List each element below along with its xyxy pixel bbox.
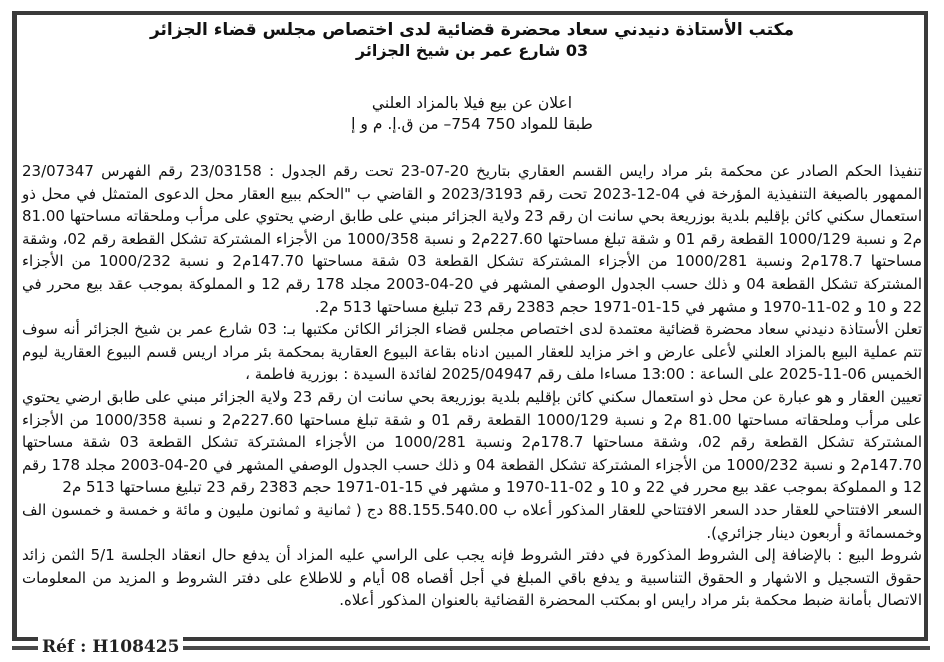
announcement-title: اعلان عن بيع فيلا بالمزاد العلني	[371, 94, 573, 112]
paragraph-opening-price: السعر الافتتاحي للعقار حدد السعر الافتتاحي للعقار المذكور أعلاه ب 88.155.540.00 دج ( ثمانية و ثمانون مليون و مائة و خمسة و خمسون الف وخمسمائة و أربعون دينار جزائري).	[22, 500, 922, 542]
paragraph-sale-conditions: شروط البيع : بالإضافة إلى الشروط المذكورة في دفتر الشروط فإنه يجب على الراسي عليه المزاد أن يدفع حال انعقاد الجلسة 5/1 الثمن زائد حقوق التسجيل و الاشهار و الحقوق التناسبية و يدفع باقي المبلغ في أجل أقصاه 08 أيام و للاطلاع على دفتر الشروط و المزيد من المعلومات الاتصال بأمانة ضبط محكمة بئر مراد رايس او بمكتب المحضرة القضائية بالعنوان المذكور أعلاه.	[22, 546, 922, 610]
reference-number: Réf : H108425	[38, 636, 183, 658]
paragraph-judgment: تنفيذا الحكم الصادر عن محكمة بئر مراد رايس القسم العقاري بتاريخ 20-07-23 تحت رقم الجدول : 23/03158 رقم الفهرس 23/07347 الممهور بالصيغة التنفيذية المؤرخة في 04-12-2023 تحت رقم 2023/3193 و القاضي ب "الحكم ببيع العقار محل الدعوى المتمثل في محل ذو استعمال سكني كائن بإقليم بلدية بوزريعة بحي سانت ان رقم 23 ولاية الجزائر مبني على طابق ارضي يحتوي على مرأب وملحقاته مساحتها 81.00 م2 و نسبة 1000/129 القطعة رقم 01 و شقة تبلغ مساحتها 227.60م2 و نسبة 1000/358 من الأجزاء المشتركة تشكل القطعة رقم 02، وشقة مساحتها 178.7م2 ونسبة 1000/281 من الأجزاء المشتركة تشكل القطعة 03 شقة مساحتها 147.70م2 و نسبة 1000/232 من الأجزاء المشتركة تشكل القطعة 04 و ذلك حسب الجدول الوصفي المشهر في 20-04-2003 مجلد 178 رقم 12 و المملوكة بموجب عقد بيع محرر في 22 و 10 و 02-11-1970 و مشهر في 15-01-1971 حجم 2383 رقم 23 تبليغ مساحتها 513 م2.	[22, 162, 923, 316]
paragraph-auction-announcement: تعلن الأستاذة دنيدني سعاد محضرة قضائية معتمدة لدى اختصاص مجلس قضاء الجزائر الكائن مكتبها بـ: 03 شارع عمر بن شيخ الجزائر أنه سوف تتم عملية البيع بالمزاد العلني لأعلى عارض و اخر مزايد للعقار المبين ادناه بقاعة البيوع العقارية بمحكمة بئر مراد اريس قسم البيوع العقارية ليوم الخميس 06-11-2025 على الساعة : 13:00 مساءا ملف رقم 2025/04947 لفائدة السيدة : بوزرية فاطمة ،	[22, 320, 923, 384]
reference-row	[12, 636, 930, 658]
notice-content	[22, 20, 922, 612]
notice-body	[22, 160, 922, 612]
paragraph-property-description: تعيين العقار و هو عبارة عن محل ذو استعمال سكني كائن بإقليم بلدية بوزريعة بحي سانت ان رقم 23 ولاية الجزائر مبني على طابق ارضي يحتوي على مرأب وملحقاته مساحتها 81.00 م2 و نسبة 1000/129 القطعة رقم 01 و شقة تبلغ مساحتها 227.60م2 و نسبة 1000/358 من الأجزاء المشتركة تشكل القطعة رقم 02، وشقة مساحتها 178.7م2 ونسبة 1000/281 من الأجزاء المشتركة تشكل القطعة 03 شقة مساحتها 147.70م2 و نسبة 1000/232 من الأجزاء المشتركة تشكل القطعة 04 و ذلك حسب الجدول الوصفي المشهر في 20-04-2003 مجلد 178 رقم 12 و المملوكة بموجب عقد بيع محرر في 22 و 10 و 02-11-1970 و مشهر في 15-01-1971 حجم 2383 رقم 23 تبليغ مساحتها 513 م2	[22, 387, 922, 497]
office-title: مكتب الأستاذة دنيدني سعاد محضرة قضائية لدى اختصاص مجلس قضاء الجزائر	[149, 20, 795, 40]
announcement-legal-basis: طبقا للمواد 750 754– من ق.إ. م و إ	[351, 115, 593, 133]
office-address: 03 شارع عمر بن شيخ الجزائر	[355, 41, 589, 60]
